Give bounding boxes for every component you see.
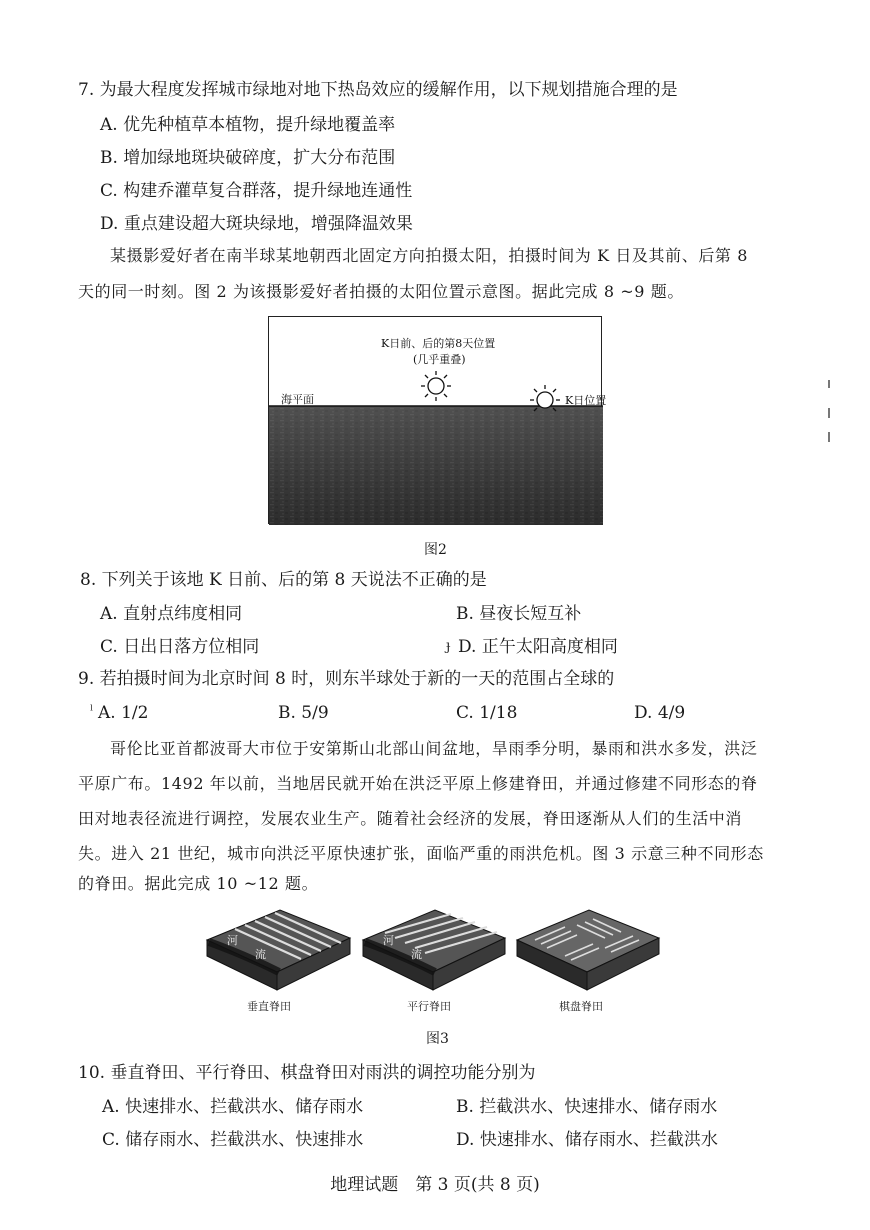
figure2-label-kday: K日位置 bbox=[565, 394, 607, 407]
q8-option-b: B. 昼夜长短互补 bbox=[456, 604, 582, 624]
block-checkerboard-ridges bbox=[517, 910, 659, 990]
passage1-line1: 某摄影爱好者在南半球某地朝西北固定方向拍摄太阳，拍摄时间为 K 日及其前、后第 8 bbox=[110, 246, 748, 265]
q8-option-c: C. 日出日落方位相同 bbox=[100, 637, 260, 657]
scan-edge-mark bbox=[828, 380, 830, 388]
q10-option-b: B. 拦截洪水、快速排水、储存雨水 bbox=[456, 1097, 718, 1117]
figure2-label-day8: K日前、后的第8天位置 bbox=[381, 337, 496, 350]
sun-icon-day8 bbox=[421, 371, 451, 401]
q10-option-c: C. 储存雨水、拦截洪水、快速排水 bbox=[102, 1130, 364, 1150]
pen-mark-small: ˡ bbox=[90, 703, 94, 719]
river-label-1b: 流 bbox=[255, 948, 266, 961]
passage2-line3: 田对地表径流进行调控，发展农业生产。随着社会经济的发展，脊田逐渐从人们的生活中消 bbox=[78, 809, 743, 828]
river-label-2a: 河 bbox=[383, 934, 394, 947]
figure3-label-checkerboard: 棋盘脊田 bbox=[559, 1000, 603, 1013]
q7-option-a: A. 优先种植草本植物，提升绿地覆盖率 bbox=[100, 115, 396, 135]
q7-stem: 7. 为最大程度发挥城市绿地对地下热岛效应的缓解作用，以下规划措施合理的是 bbox=[78, 80, 678, 100]
figure2-label-overlap: (几乎重叠) bbox=[413, 353, 466, 366]
river-label-2b: 流 bbox=[411, 948, 422, 961]
scan-edge-mark bbox=[828, 432, 830, 442]
block-vertical-ridges bbox=[207, 910, 350, 990]
q8-stem: 8. 下列关于该地 K 日前、后的第 8 天说法不正确的是 bbox=[80, 570, 487, 590]
figure3-label-vertical: 垂直脊田 bbox=[247, 1000, 291, 1013]
q10-stem: 10. 垂直脊田、平行脊田、棋盘脊田对雨洪的调控功能分别为 bbox=[78, 1063, 536, 1083]
q9-stem: 9. 若拍摄时间为北京时间 8 时，则东半球处于新的一天的范围占全球的 bbox=[78, 669, 615, 689]
figure2-caption: 图2 bbox=[424, 542, 447, 558]
passage2-line4: 失。进入 21 世纪，城市向洪泛平原快速扩张，面临严重的雨洪危机。图 3 示意三种不同形态 bbox=[78, 844, 764, 863]
river-label-1a: 河 bbox=[227, 934, 238, 947]
block-parallel-ridges bbox=[363, 910, 505, 990]
q9-option-a: A. 1/2 bbox=[98, 703, 149, 723]
passage2-line5: 的脊田。据此完成 10 ~12 题。 bbox=[78, 874, 319, 893]
q10-option-a: A. 快速排水、拦截洪水、储存雨水 bbox=[102, 1097, 364, 1117]
passage2-line1: 哥伦比亚首都波哥大市位于安第斯山北部山间盆地，旱雨季分明，暴雨和洪水多发，洪泛 bbox=[110, 739, 758, 758]
q8-option-d: D. 正午太阳高度相同 bbox=[458, 637, 618, 657]
figure3-illustration bbox=[205, 900, 665, 1000]
q7-option-c: C. 构建乔灌草复合群落，提升绿地连通性 bbox=[100, 181, 413, 201]
figure2-label-sea-level: 海平面 bbox=[281, 393, 314, 406]
passage2-line2: 平原广布。1492 年以前，当地居民就开始在洪泛平原上修建脊田，并通过修建不同形态的脊 bbox=[78, 774, 758, 793]
q9-option-d: D. 4/9 bbox=[634, 703, 686, 723]
figure3-ridge-fields bbox=[205, 900, 665, 1020]
q8-option-a: A. 直射点纬度相同 bbox=[100, 604, 243, 624]
pen-mark: ɟ bbox=[446, 638, 451, 654]
scan-edge-mark bbox=[828, 408, 830, 418]
page-footer: 地理试题 第 3 页(共 8 页) bbox=[330, 1175, 540, 1195]
q9-option-b: B. 5/9 bbox=[278, 703, 329, 723]
q7-option-d: D. 重点建设超大斑块绿地，增强降温效果 bbox=[100, 214, 413, 234]
figure3-label-parallel: 平行脊田 bbox=[407, 1000, 451, 1013]
q7-option-b: B. 增加绿地斑块破碎度，扩大分布范围 bbox=[100, 148, 396, 168]
figure3-caption: 图3 bbox=[426, 1031, 449, 1047]
figure2-sun-positions bbox=[268, 316, 607, 524]
q10-option-d: D. 快速排水、储存雨水、拦截洪水 bbox=[456, 1130, 718, 1150]
passage1-line2: 天的同一时刻。图 2 为该摄影爱好者拍摄的太阳位置示意图。据此完成 8 ~9 题。 bbox=[78, 282, 684, 301]
q9-option-c: C. 1/18 bbox=[456, 703, 518, 723]
